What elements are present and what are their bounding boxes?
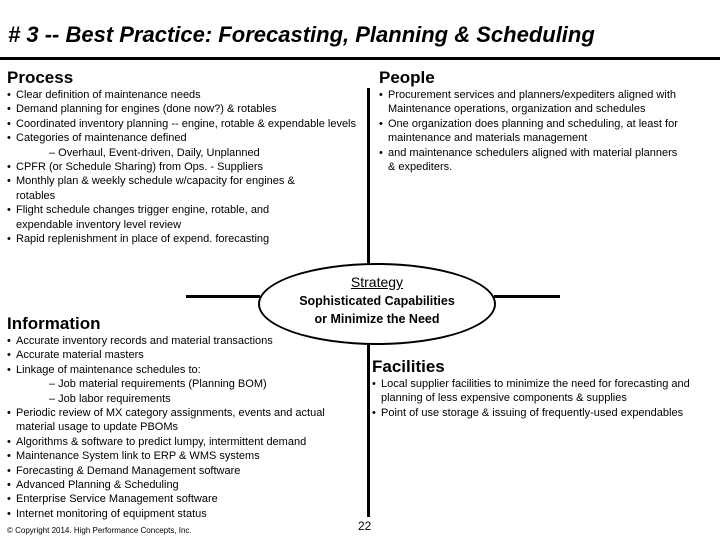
strategy-label: Strategy xyxy=(350,274,404,290)
facilities-heading: Facilities xyxy=(372,357,445,376)
process-item: • Clear definition of maintenance needs xyxy=(7,88,365,102)
vertical-divider-bottom xyxy=(367,343,370,517)
information-subitem: – Job labor requirements xyxy=(49,392,171,405)
facilities-item: • Local supplier facilities to minimize the need for forecasting and planning of less expensive components & supplies xyxy=(372,377,711,406)
information-list xyxy=(7,334,352,521)
people-item: • and maintenance schedulers aligned with material planners & expediters. xyxy=(379,146,678,175)
process-heading: Process xyxy=(7,68,74,87)
horizontal-divider-left xyxy=(186,295,260,298)
people-item: • One organization does planning and scheduling, at least for maintenance and materials management xyxy=(379,117,700,146)
process-item: • Monthly plan & weekly schedule w/capacity for engines & rotables xyxy=(7,174,336,203)
information-item: • Accurate material masters xyxy=(7,348,352,362)
slide-title: # 3 -- Best Practice: Forecasting, Planning & Scheduling xyxy=(8,22,595,47)
process-list xyxy=(7,88,365,246)
information-item: • Internet monitoring of equipment status xyxy=(7,507,352,521)
facilities-list xyxy=(372,377,712,420)
information-item: • Enterprise Service Management software xyxy=(7,492,352,506)
people-list xyxy=(379,88,701,174)
strategy-line-1: Sophisticated Capabilities xyxy=(299,294,455,308)
process-item: • CPFR (or Schedule Sharing) from Ops. - Suppliers xyxy=(7,160,365,174)
people-item: • Procurement services and planners/expediters aligned with Maintenance operations, organization and schedules xyxy=(379,88,701,117)
page-number: 22 xyxy=(358,519,372,533)
information-heading: Information xyxy=(7,314,101,333)
information-subitem: – Job material requirements (Planning BOM) xyxy=(49,378,267,391)
process-item: • Coordinated inventory planning -- engine, rotable & expendable levels xyxy=(7,117,365,131)
strategy-text xyxy=(258,292,496,328)
process-item: • Flight schedule changes trigger engine, rotable, and expendable inventory level review xyxy=(7,203,311,232)
information-item: • Maintenance System link to ERP & WMS systems xyxy=(7,449,352,463)
copyright-notice: © Copyright 2014. High Performance Concepts, Inc. xyxy=(7,526,192,535)
process-item: • Categories of maintenance defined xyxy=(7,131,365,145)
vertical-divider-top xyxy=(367,88,370,264)
information-item: • Accurate inventory records and material transactions xyxy=(7,334,352,348)
information-item: • Advanced Planning & Scheduling xyxy=(7,478,352,492)
process-item: • Rapid replenishment in place of expend. forecasting xyxy=(7,232,365,246)
information-item: • Periodic review of MX category assignments, events and actual material usage to update PBOMs xyxy=(7,406,341,435)
process-subitem: – Overhaul, Event-driven, Daily, Unplanned xyxy=(49,146,260,159)
people-heading: People xyxy=(379,68,435,87)
facilities-item: • Point of use storage & issuing of frequently-used expendables xyxy=(372,406,712,420)
horizontal-divider-right xyxy=(494,295,560,298)
information-item: • Linkage of maintenance schedules to: xyxy=(7,363,352,377)
process-item: • Demand planning for engines (done now?) & rotables xyxy=(7,102,365,116)
title-divider xyxy=(0,57,720,60)
information-item: • Algorithms & software to predict lumpy, intermittent demand xyxy=(7,435,352,449)
information-item: • Forecasting & Demand Management software xyxy=(7,464,352,478)
strategy-line-2: or Minimize the Need xyxy=(314,312,440,326)
